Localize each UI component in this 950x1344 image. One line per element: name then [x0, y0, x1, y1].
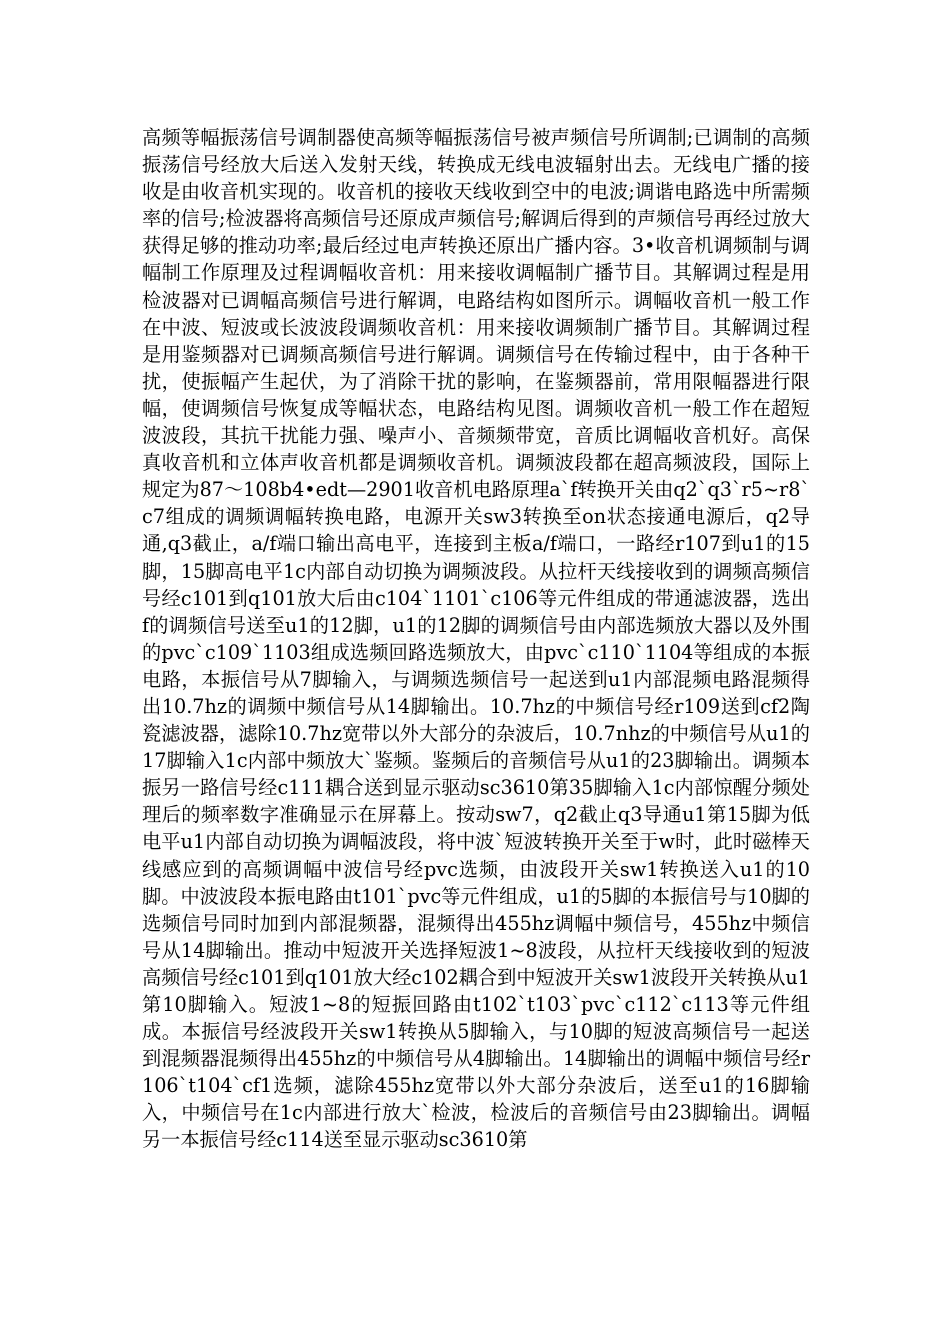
- body-paragraph: 高频等幅振荡信号调制器使高频等幅振荡信号被声频信号所调制;已调制的高频振荡信号经放大后送入发射天线，转换成无线电波辐射出去。无线电广播的接收是由收音机实现的。收音机的接收天线收到空中的电波;调谐电路选中所需频率的信号;检波器将高频信号还原成声频信号;解调后得到的声频信号再经过放大获得足够的推动功率;最后经过电声转换还原出广播内容。3•收音机调频制与调幅制工作原理及过程调幅收音机：用来接收调幅制广播节目。其解调过程是用检波器对已调幅高频信号进行解调，电路结构如图所示。调幅收音机一般工作在中波、短波或长波波段调频收音机：用来接收调频制广播节目。其解调过程是用鉴频器对已调频高频信号进行解调。调频信号在传输过程中，由于各种干扰，使振幅产生起伏，为了消除干扰的影响，在鉴频器前，常用限幅器进行限幅，使调频信号恢复成等幅状态，电路结构见图。调频收音机一般工作在超短波波段，其抗干扰能力强、噪声小、音频频带宽，音质比调幅收音机好。高保真收音机和立体声收音机都是调频收音机。调频波段都在超高频波段，国际上规定为87～108b4•edt—2901收音机电路原理a`f转换开关由q2`q3`r5~r8`c7组成的调频调幅转换电路，电源开关sw3转换至on状态接通电源后，q2导通,q3截止，a/f端口输出高电平，连接到主板a/f端口，一路经r107到u1的15脚，15脚高电平1c内部自动切换为调频波段。从拉杆天线接收到的调频高频信号经c101到q101放大后由c104`1101`c106等元件组成的带通滤波器，选出f的调频信号送至u1的12脚，u1的12脚的调频信号由内部选频放大器以及外围的pvc`c109`1103组成选频回路选频放大，由pvc`c110`1104等组成的本振电路，本振信号从7脚输入，与调频选频信号一起送到u1内部混频电路混频得出10.7hz的调频中频信号从14脚输出。10.7hz的中频信号经r109送到cf2陶瓷滤波器，滤除10.7hz宽带以外大部分的杂波后，10.7nhz的中频信号从u1的17脚输入1c内部中频放大`鉴频。鉴频后的音频信号从u1的23脚输出。调频本振另一路信号经c111耦合送到显示驱动sc3610第35脚输入1c内部惊醒分频处理后的频率数字准确显示在屏幕上。按动sw7，q2截止q3导通u1第15脚为低电平u1内部自动切换为调幅波段，将中波`短波转换开关至于w时，此时磁棒天线感应到的高频调幅中波信号经pvc选频，由波段开关sw1转换送入u1的10脚。中波波段本振电路由t101`pvc等元件组成，u1的5脚的本振信号与10脚的选频信号同时加到内部混频器，混频得出455hz调幅中频信号，455hz中频信号从14脚输出。推动中短波开关选择短波1~8波段，从拉杆天线接收到的短波高频信号经c101到q101放大经c102耦合到中短波开关sw1波段开关转换从u1第10脚输入。短波1~8的短振回路由t102`t103`pvc`c112`c113等元件组成。本振信号经波段开关sw1转换从5脚输入，与10脚的短波高频信号一起送到混频器混频得出455hz的中频信号从4脚输出。14脚输出的调幅中频信号经r106`t104`cf1选频，滤除455hz宽带以外大部分杂波后，送至u1的16脚输入，中频信号在1c内部进行放大`检波，检波后的音频信号由23脚输出。调幅另一本振信号经c114送至显示驱动sc3610第: [142, 126, 810, 1152]
